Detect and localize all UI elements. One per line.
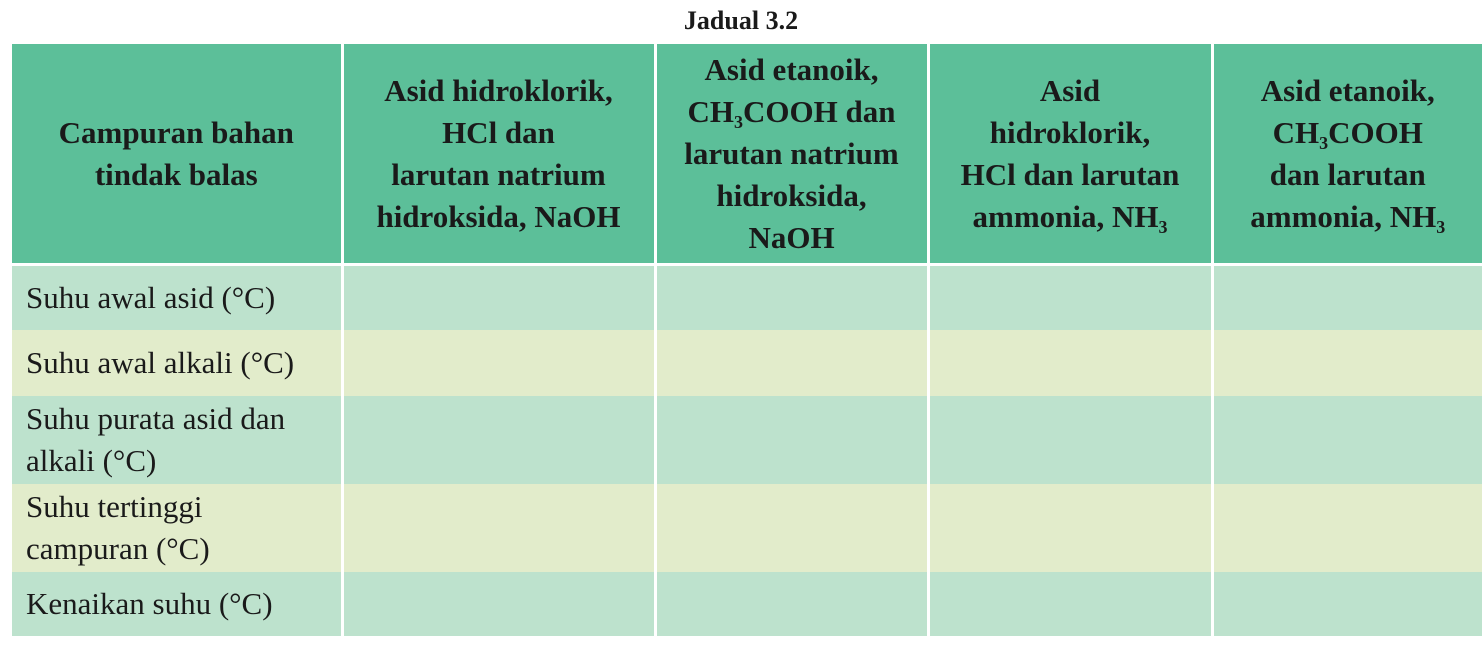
- table-cell: [655, 265, 928, 331]
- table-cell: [928, 396, 1212, 484]
- header-line: larutan natrium: [391, 156, 606, 192]
- table-caption: Jadual 3.2: [683, 6, 799, 35]
- header-hcl-ammonia: [928, 44, 1212, 265]
- table-cell: [928, 484, 1212, 572]
- table-row: [12, 265, 1482, 331]
- header-line: NaOH: [748, 219, 835, 255]
- row-label-initial-acid-temp: Suhu awal asid (°C): [12, 265, 342, 331]
- table-cell: [342, 330, 655, 396]
- table-cell: [1212, 265, 1482, 331]
- header-formula: $CH_3COOH$: [1272, 114, 1423, 153]
- table-cell: [928, 265, 1212, 331]
- table-cell: [655, 396, 928, 484]
- header-ethanoic-naoh: [655, 44, 928, 265]
- header-formula: ammonia, $NH_3$: [1250, 198, 1446, 237]
- table-cell: [1212, 484, 1482, 572]
- table-row: [12, 572, 1482, 636]
- table-cell: [655, 330, 928, 396]
- header-row: [12, 44, 1482, 265]
- header-line: larutan natrium: [684, 135, 899, 171]
- table-cell: [928, 572, 1212, 636]
- header-line: Campuran bahan: [58, 114, 294, 150]
- table-row: [12, 484, 1482, 572]
- header-hcl-naoh: [342, 44, 655, 265]
- table-cell: [342, 265, 655, 331]
- table-cell: [342, 572, 655, 636]
- row-label-initial-alkali-temp: Suhu awal alkali (°C): [12, 330, 342, 396]
- header-ethanoic-ammonia: [1212, 44, 1482, 265]
- row-label-average-temp: Suhu purata asid dan alkali (°C): [12, 396, 342, 484]
- table-cell: [1212, 330, 1482, 396]
- data-table: [12, 44, 1482, 636]
- header-line: Asid etanoik,: [704, 51, 879, 87]
- header-line: tindak balas: [94, 156, 258, 192]
- table-cell: [342, 396, 655, 484]
- header-line: HCl dan larutan: [960, 156, 1180, 192]
- header-line: Asid etanoik,: [1260, 72, 1435, 108]
- header-line: hidroklorik,: [989, 114, 1151, 150]
- header-line: dan larutan: [1269, 156, 1426, 192]
- header-line: hidroksida,: [716, 177, 867, 213]
- header-formula: $CH_3COOH$ dan: [687, 93, 896, 132]
- header-line: Asid hidroklorik,: [384, 72, 613, 108]
- table-cell: [342, 484, 655, 572]
- header-reaction-mixture: [12, 44, 342, 265]
- row-label-temp-rise: Kenaikan suhu (°C): [12, 572, 342, 636]
- table-row: [12, 396, 1482, 484]
- header-line: hidroksida, NaOH: [376, 198, 621, 234]
- table-cell: [1212, 396, 1482, 484]
- table-cell: [655, 484, 928, 572]
- table-cell: [655, 572, 928, 636]
- table-cell: [1212, 572, 1482, 636]
- table-row: [12, 330, 1482, 396]
- row-label-highest-temp: Suhu tertinggi campuran (°C): [12, 484, 342, 572]
- table-cell: [928, 330, 1212, 396]
- header-formula: ammonia, $NH_3$: [972, 198, 1168, 237]
- header-line: HCl dan: [442, 114, 555, 150]
- header-line: Asid: [1039, 72, 1101, 108]
